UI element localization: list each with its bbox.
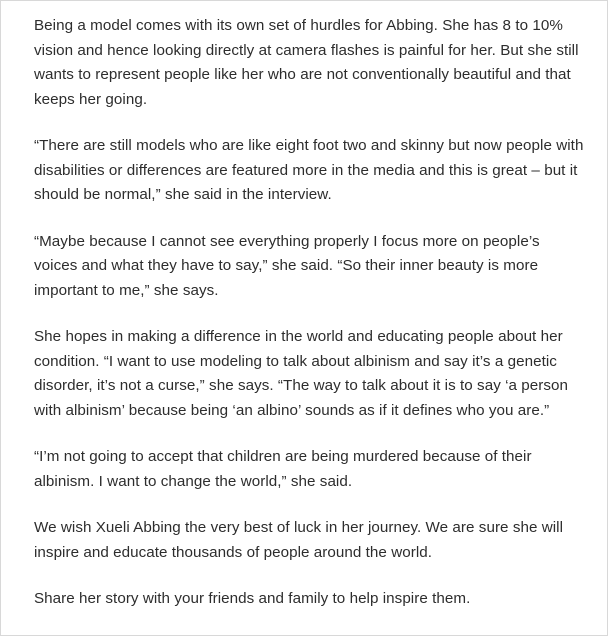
paragraph-educating: She hopes in making a difference in the world and educating people about her condition. “I want to use modeling to talk about albinism and say it’s a genetic disorder, it’s not a curse,” she says. “The way to talk about it is to say ‘a person with albinism’ because being ‘an albino’ sounds as if it defines who you are.” <box>34 328 569 419</box>
paragraph-best-wishes: We wish Xueli Abbing the very best of luck in her journey. We are sure she will inspire and educate thousands of people around the world. <box>34 519 564 561</box>
paragraph-share-story: Share her story with your friends and family to help inspire them. <box>34 590 471 607</box>
paragraph-models-quote: “There are still models who are like eight foot two and skinny but now people with disabilities or differences are featured more in the media and this is great – but it should be normal,” she said in the interview. <box>34 137 584 203</box>
paragraph-inner-beauty-quote: “Maybe because I cannot see everything properly I focus more on people’s voices and what they have to say,” she said. “So their inner beauty is more important to me,” she says. <box>34 232 540 299</box>
paragraph-hurdles: Being a model comes with its own set of hurdles for Abbing. She has 8 to 10% vision and hence looking directly at camera flashes is painful for her. But she still wants to represent people like her who are not conventionally beautiful and that keeps her going. <box>34 17 579 108</box>
article-body <box>34 14 586 634</box>
paragraph-change-world-quote: “I’m not going to accept that children are being murdered because of their albinism. I want to change the world,” she said. <box>34 448 532 490</box>
